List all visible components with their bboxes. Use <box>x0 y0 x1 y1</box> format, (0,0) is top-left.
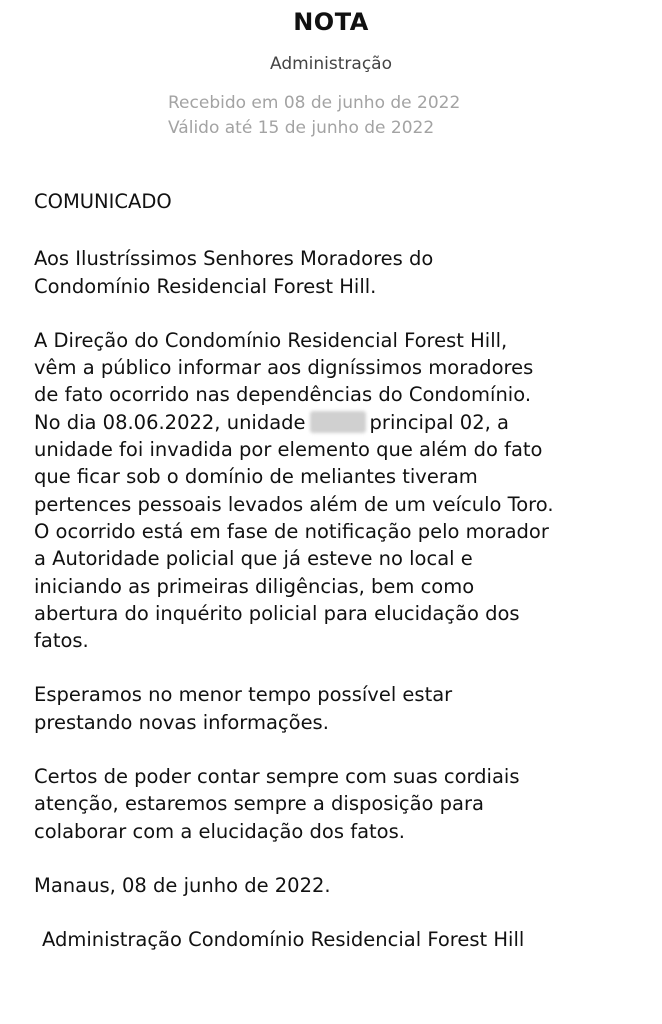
paragraph-line: fatos. <box>34 629 89 653</box>
greeting-line: Aos Ilustríssimos Senhores Moradores do <box>34 247 434 271</box>
redacted-unit-number <box>310 411 366 433</box>
paragraph-line: abertura do inquérito policial para elucidação dos <box>34 601 520 625</box>
paragraph-line: vêm a público informar aos digníssimos moradores <box>34 356 534 380</box>
paragraph-line-part: No dia 08.06.2022, unidade <box>34 410 306 434</box>
greeting-line: Condomínio Residencial Forest Hill. <box>34 274 377 298</box>
notice-body <box>34 188 644 954</box>
paragraph-line: atenção, estaremos sempre a disposição para <box>34 792 484 816</box>
notice-subtitle: Administração <box>270 54 392 74</box>
received-date: Recebido em 08 de junho de 2022 <box>168 93 461 113</box>
heading: COMUNICADO <box>34 190 172 213</box>
paragraph-line: iniciando as primeiras diligências, bem como <box>34 574 475 598</box>
paragraph-line: Esperamos no menor tempo possível estar <box>34 683 453 707</box>
paragraph-line <box>34 409 644 436</box>
paragraph-line: a Autoridade policial que já esteve no local e <box>34 547 473 571</box>
paragraph-closing <box>34 763 644 845</box>
signature: Administração Condomínio Residencial Forest Hill <box>42 928 525 952</box>
paragraph-line: prestando novas informações. <box>34 710 329 734</box>
paragraph-line: Certos de poder contar sempre com suas cordiais <box>34 765 520 789</box>
paragraph-line: colaborar com a elucidação dos fatos. <box>34 819 405 843</box>
paragraph-line: pertences pessoais levados além de um veículo Toro. <box>34 492 554 516</box>
notice-dates <box>168 91 460 141</box>
paragraph-line: unidade foi invadida por elemento que além do fato <box>34 438 543 462</box>
valid-until-date: Válido até 15 de junho de 2022 <box>168 118 435 138</box>
paragraph-line: A Direção do Condomínio Residencial Forest Hill, <box>34 328 508 352</box>
place-date: Manaus, 08 de junho de 2022. <box>34 873 331 897</box>
paragraph-line: O ocorrido está em fase de notificação pelo morador <box>34 519 549 543</box>
paragraph-line-part: principal 02, a <box>369 410 509 434</box>
paragraph-incident <box>34 327 644 655</box>
greeting <box>34 245 644 300</box>
paragraph-line: que ficar sob o domínio de meliantes tiveram <box>34 465 478 489</box>
paragraph-followup <box>34 681 644 736</box>
notice-title: NOTA <box>293 8 369 36</box>
paragraph-line: de fato ocorrido nas dependências do Condomínio. <box>34 383 532 407</box>
